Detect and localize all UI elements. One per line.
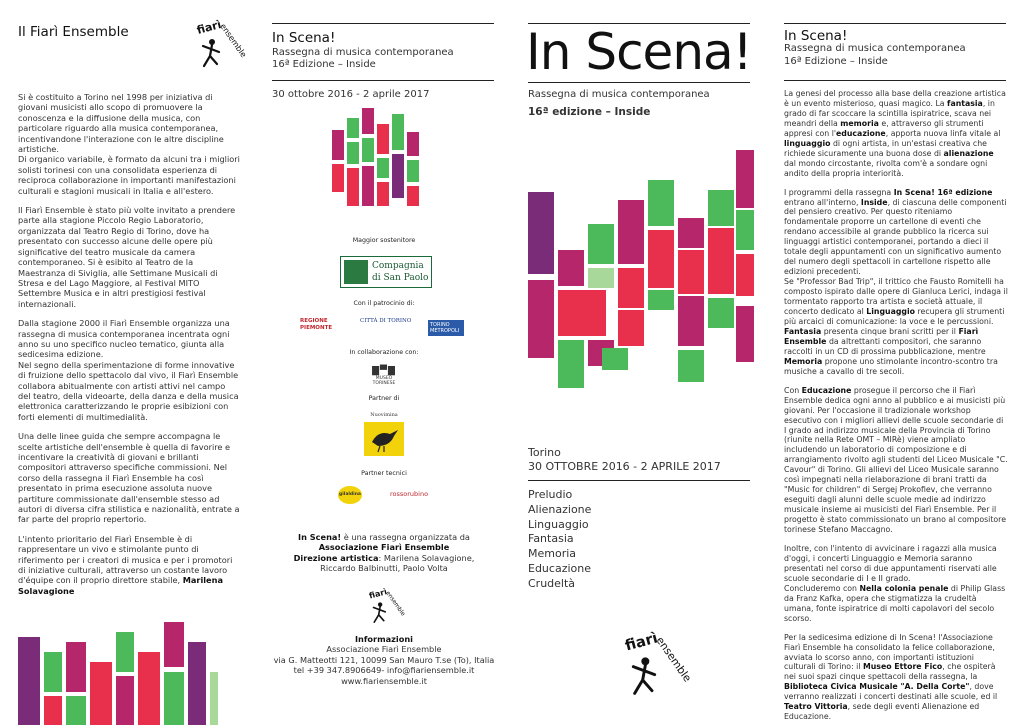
logo-word-fiari: fiarì [195,17,223,37]
info-line-1: Associazione Fiarì Ensemble [326,644,442,655]
sponsor-name-1: Compagnia [372,261,424,271]
ensemble-p1b: Di organico variabile, è formato da alcuni tra i migliori solisti torinesi con una consolidata esperienza di reciproca collaborazione in importanti manifestazioni culturali e stagioni musicali in Italia e all'estero. [18,154,240,196]
logo-small-word-fiari: fiarì [368,587,388,601]
event-item: Memoria [528,547,577,561]
org-text: è una rassegna organizzata da [341,532,470,542]
cover-subtitle-1: Rassegna di musica contemporanea [528,89,710,100]
partner-name: Nuovimina [370,412,398,418]
tech-partner-1-text: gilaldina [339,492,361,497]
mid-rule [272,80,494,81]
org-title: In Scena! [298,532,342,542]
info-title [256,634,512,644]
cover-bottom-rule [528,480,750,481]
patron-torino-metropoli [428,320,464,336]
fiari-logo-small [364,584,408,628]
mosaic-bottom-left [18,622,218,725]
event-item: Preludio [528,488,573,501]
director-name: Marilena Solavagione [18,575,223,596]
info-line-3: tel +39 347.8906649- info@fiariensemble.it [293,665,475,676]
event-item: Crudeltà [528,576,576,590]
desc-subtitle-1: Rassegna di musica contemporanea [784,43,966,54]
event-list [528,488,591,592]
ensemble-p3: Dalla stagione 2000 il Fiarì Ensemble organizza una rassegna di musica contemporanea incentrata ogni anno su uno specifico nucleo tematico, giunta alla sedicesima edizione. [18,318,230,360]
mosaic-cover [528,130,754,430]
desc-subtitle-2: 16ª Edizione – Inside [784,56,888,67]
tech-label: Partner tecnici [361,470,407,477]
sponsor-label: Maggior sostenitore [352,237,416,244]
fiari-logo [190,14,250,74]
ensemble-p1: Si è costituito a Torino nel 1998 per iniziativa di giovani musicisti allo scopo di promuovere la conoscenza e la diffusione della musica, con particolare riguardo alla musica contemporanea, incentivandone l'interazione con le altre discipline artistiche. [18,92,224,155]
ensemble-p5 [18,534,240,596]
patron-regione-text: REGIONE PIEMONTE [300,318,333,331]
collab-logo [364,366,404,384]
credits-subtitle-1: Rassegna di musica contemporanea [272,47,454,58]
credits-dates: 30 ottobre 2016 - 2 aprile 2017 [272,89,430,100]
logo-small-word-ensemble: ensemble [384,590,406,618]
tech-partner-2 [390,490,440,502]
desc-para-4: Inoltre, con l'intento di avvicinare i ragazzi alla musica d'oggi, i concerti Linguaggio e Memoria saranno presentati nel corso di due appuntamenti riservati alle scuole secondarie di I e II grado. Concluderemo con Nella colonia penale di Philip Glass da Franz Kafka, opera che stigmatizza la crudeltà umana, fonte ispiratrice di molti capolavori del secolo scorso. [784,543,1006,623]
patron-citta-text: CITTÀ DI TORINO [360,318,412,324]
museo-mark-icon: ▇▀▇ [372,366,396,376]
panel-description [768,0,1024,725]
logo-cover-word-ensemble: ensemble [653,634,695,685]
org-name-line [256,542,512,552]
desc-para-1: La genesi del processo alla base della creazione artistica è un evento misterioso, quasi magico. La fantasia, in grado di far scoccare la scintilla ispiratrice, scava nei meandri della memoria e, attraverso gli strumenti appresi con l'educazione, apporta nuova linfa vitale al linguaggio di ogni artista, in un'estasi creativa che richiede sicuramente una buona dose di alienazione dal mondo circostante, rivolta com'è a sondare ogni andito della propria interiorità. [784,89,1006,178]
collab-name: MUSEO TORINESE [372,376,396,386]
event-item: Educazione [528,561,591,575]
sponsor-logo [340,256,432,288]
ensemble-p5-text: L'intento prioritario del Fiarì Ensemble è di rappresentare un vivo e stimolante punto di riferimento per i creatori di musica e per i promotori di iniziative culturali, attraverso un costante lavoro d'équipe con il proprio direttore stabile, [18,533,233,586]
patron-citta [360,318,414,338]
patronage-label: Con il patrocinio di: [353,300,415,307]
fiari-logo-icon [190,14,250,74]
fiari-logo-small-icon [364,584,408,628]
sponsor-mark-icon [344,260,368,284]
ensemble-text [18,92,240,596]
logo-cover-word-fiari: fiarì [623,629,660,655]
cover-title: In Scena! [526,23,752,81]
info-block [256,634,512,686]
desc-body [784,89,1008,722]
info-website[interactable]: www.fiariensemble.it [341,675,427,686]
desc-para-5: Per la sedicesima edizione di In Scena! l'Associazione Fiarì Ensemble ha consolidato la felice collaborazione, avviata lo scorso anno, con importanti istituzioni culturali di Torino: il Museo Ettore Fico, che ospiterà nei suoi spazi cinque spettacoli della rassegna, la Biblioteca Civica Musicale "A. Della Corte", dove verranno realizzati i concerti destinati alle scuole, ed il Teatro Vittoria, sede degli eventi Alienazione ed Educazione. [784,632,998,722]
bird-icon [364,422,404,456]
desc-top-rule [784,23,1006,24]
org-name: Associazione Fiarì Ensemble [318,542,450,553]
info-title-text: Informazioni [355,634,413,644]
event-item: Linguaggio [528,517,589,531]
cover-subtitle-2: 16ª edizione – Inside [528,106,651,118]
ensemble-p4: Una delle linee guida che sempre accompagna le scelte artistiche dell'ensemble è quella di favorire e incentivare la creatività di giovani e brillanti compositori attraverso specifiche commissioni. Nel corso della rassegna il Fiarì Ensemble ha così presentato in prima esecuzione assoluta nuove partiture commissionate dall'ensemble stesso ad autori di diversa cifra stilistica e nazionalità, entrate a far parte del proprio repertorio. [18,431,240,525]
cover-city: Torino [528,446,561,459]
tech-partner-1 [338,486,362,504]
fiari-logo-cover-icon [616,624,696,704]
tech-partner-2-text: rossorubino [390,490,429,498]
event-item: Fantasia [528,532,574,546]
ensemble-p3b: Nel segno della sperimentazione di forme innovative di fruizione dello spettacolo dal vivo, il Fiarì Ensemble collabora abitualmente con artisti attivi nel campo del teatro, della videoarte, della danza e della musica elettronica caratterizzando le proprie esibizioni con forti elementi di multimedialità. [18,359,239,422]
dir-text: : Marilena Solavagione, [378,552,475,563]
partner-label: Partner di [368,395,400,402]
dir-line [256,553,512,563]
ensemble-title: Il Fiarì Ensemble [18,24,129,40]
mosaic-center [332,108,432,220]
credits-subtitle-2: 16ª Edizione – Inside [272,59,376,70]
dir-label: Direzione artistica [293,552,379,563]
patron-metropoli-text: TORINO METROPOLI [430,322,460,334]
desc-para-2: I programmi della rassegna In Scena! 16ª edizione entrano all'interno, Inside, di ciascuna delle componenti del pensiero creativo. Per questo riteniamo fondamentale proporre un cartellone di eventi che rendano accessibile al grande pubblico la ricerca sui linguaggi artistici contemporanei, portando a dieci il totale degli appuntamenti con un significativo aumento del numero degli spettacoli in cartellone rispetto alle edizioni precedenti. Se "Professor Bad Trip", il trittico che Fausto Romitelli ha composto ispirato dalle opere di Gianluca Lerici, indaga il tormentato rapporto tra artista e società attuale, il concerto dedicato al Linguaggio recupera gli strumenti più arcaici di comunicazione: la voce e le percussioni. Fantasia presenta cinque brani scritti per il Fiarì Ensemble da altrettanti compositori, che saranno raccolti in un CD di prossima pubblicazione, mentre Memoria propone uno stimolante incontro-scontro tra musiche a cavallo di tre secoli. [784,187,1008,376]
org-line [256,532,512,542]
cover-dates: 30 OTTOBRE 2016 - 2 APRILE 2017 [528,460,721,473]
org-block [256,532,512,574]
desc-para-3: Con Educazione prosegue il percorso che il Fiarì Ensemble dedica ogni anno al pubblico e ai musicisti più giovani. Per l'occasione il tradizionale workshop esecutivo con i migliori allievi delle scuole secondarie di I grado ad indirizzo musicale della Provincia di Torino (riunite nella Rete OMT – MIRè) viene ampliato includendo un laboratorio di composizione e di arrangiamento rivolto agli studenti del Liceo Musicale "C. Cavour" di Torino. Gli allievi del Liceo Musicale saranno così impegnati nella rielaborazione di brani tratti da "Music for children" di Sergej Prokofiev, che verranno eseguiti dagli alunni delle scuole medie ad indirizzo musicale insieme ai musicisti del Fiarì Ensemble. Per il progetto è stato commissionato un brano al compositore torinese Stefano Maccagno. [784,385,1008,535]
dir-line-2: Riccardo Balbinutti, Paolo Volta [320,563,448,574]
cover-mid-rule [528,82,750,83]
top-rule [272,23,494,24]
info-line-2: via G. Matteotti 121, 10099 San Mauro T.se (To), Italia [273,654,495,665]
credits-title: In Scena! [272,30,336,46]
panel-ensemble [0,0,256,725]
desc-title: In Scena! [784,28,848,44]
patron-regione [300,318,344,338]
sponsor-name-2: di San Paolo [372,273,429,283]
panel-cover [512,0,768,725]
event-item: Alienazione [528,502,592,516]
panel-credits [256,0,512,725]
partner-logo [362,412,406,458]
fiari-logo-cover [616,624,696,704]
collab-label: In collaborazione con: [349,349,419,356]
logo-word-ensemble: ensemble [218,21,249,60]
ensemble-p2: Il Fiarì Ensemble è stato più volte invitato a prendere parte alla stagione Piccolo Regio Laboratorio, organizzata dal Teatro Regio di Torino, dove ha presentato con successo alcune delle opere più significative del teatro musicale da camera contemporaneo. Si è esibito al Teatro de la Maestranza di Siviglia, alle Settimane Musicali di Stresa e del Lago Maggiore, al Festival MITO Settembre Musica e in altri prestigiosi festival internazionali. [18,205,236,309]
desc-mid-rule [784,80,1006,81]
